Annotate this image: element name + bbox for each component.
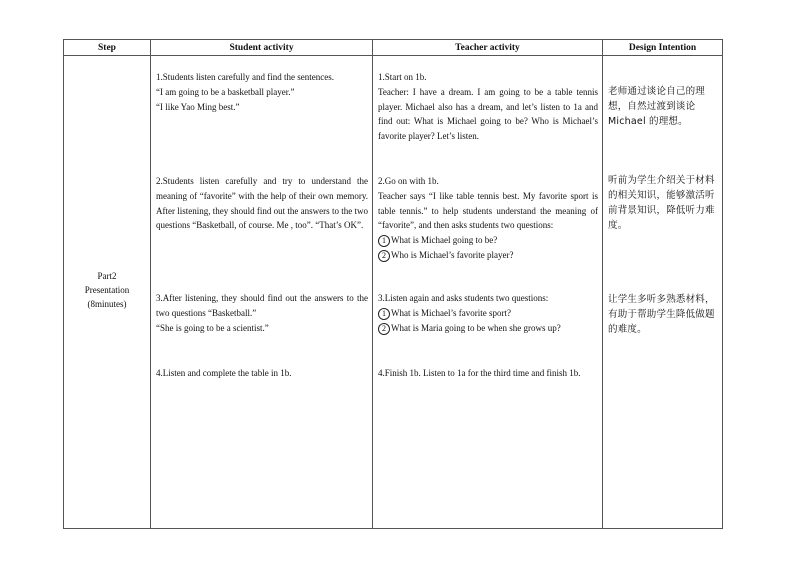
header-student-activity: Student activity <box>151 40 373 56</box>
presentation-row <box>64 56 723 529</box>
lesson-plan-page <box>63 39 722 529</box>
circled-number: 2 <box>378 323 390 335</box>
student-activity-4: 4.Listen and complete the table in 1b. <box>156 368 292 378</box>
circled-number: 1 <box>378 235 390 247</box>
teacher-question-3: 1 What is Michael’s favorite sport? <box>378 306 598 321</box>
teacher-question-4: 2 What is Maria going to be when she grows up? <box>378 321 598 336</box>
header-design-intention: Design Intention <box>603 40 723 56</box>
design-intention-cell <box>603 56 723 529</box>
header-step: Step <box>64 40 151 56</box>
design-intention-2: 听前为学生介绍关于材料的相关知识，能够激活听前背景知识，降低听力难度。 <box>608 175 715 231</box>
student-activity-3: 3.After listening, they should find out the answers to the two questions “Basketball.” “She is going to be a scientist.” <box>156 293 368 333</box>
step-cell <box>64 56 151 529</box>
teacher-question-1: 1 What is Michael going to be? <box>378 233 598 248</box>
design-intention-1: 老师通过谈论自己的理想，自然过渡到谈论Michael 的理想。 <box>608 86 706 127</box>
step-duration: (8minutes) <box>87 299 127 309</box>
teacher-activity-4: 4.Finish 1b. Listen to 1a for the third time and finish 1b. <box>378 368 581 378</box>
circled-number: 2 <box>378 250 390 262</box>
student-activity-1: 1.Students listen carefully and find the sentences. “I am going to be a basketball player.” “I like Yao Ming best.” <box>156 72 334 112</box>
teacher-activity-3: 3.Listen again and asks students two questions: 1 What is Michael’s favorite sport? 2 What is Maria going to be when she grows up? <box>378 291 598 335</box>
student-activity-cell <box>151 56 373 529</box>
teacher-activity-1: 1.Start on 1b. Teacher: I have a dream. I am going to be a table tennis player. Michael also has a dream, and let’s listen to 1a and find out: What is Michael going to be? Who is Michael’s favorite player? Let’s listen. <box>378 72 598 142</box>
header-row <box>64 40 723 56</box>
teacher-activity-cell <box>373 56 603 529</box>
design-intention-3: 让学生多听多熟悉材料，有助于帮助学生降低做题的难度。 <box>608 294 715 335</box>
student-activity-2: 2.Students listen carefully and try to understand the meaning of “favorite” with the help of their own memory. After listening, they should find out the answers to the two questions “Basketball, of course. Me , too”. “That’s OK”. <box>156 176 368 231</box>
lesson-plan-table <box>63 39 723 529</box>
header-teacher-activity: Teacher activity <box>373 40 603 56</box>
circled-number: 1 <box>378 308 390 320</box>
teacher-question-2: 2 Who is Michael’s favorite player? <box>378 248 598 263</box>
teacher-activity-2: 2.Go on with 1b. Teacher says “I like table tennis best. My favorite sport is table tennis.” to help students understand the meaning of “favorite”, and then asks students two questions: 1 What is Michael going to be? 2 Who is Michael’s favorite player? <box>378 174 598 263</box>
step-part: Part2 <box>97 271 117 281</box>
step-name: Presentation <box>84 285 130 295</box>
